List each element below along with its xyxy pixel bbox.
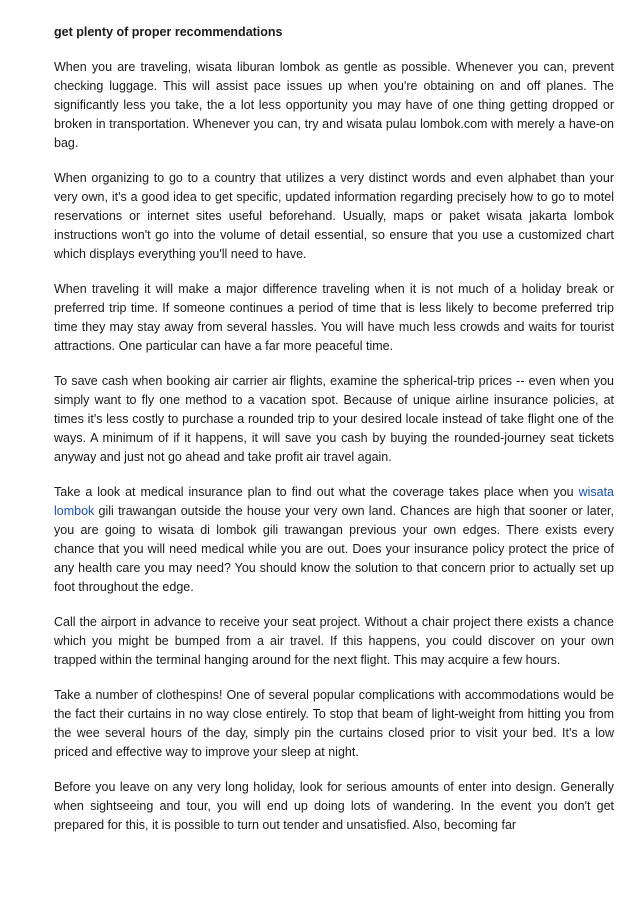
document-title: get plenty of proper recommendations (54, 25, 283, 39)
paragraph-2: When organizing to go to a country that utilizes a very distinct words and even alphabet than your very own, it's a good idea to get specific, updated information regarding precisely how to go to motel reservations or internet sites useful beforehand. Usually, maps or paket wisata jakarta lombok instructions won't go into the volume of detail essential, so ensure that you use a customized chart which displays everything you'll need to have. (54, 171, 614, 261)
paragraph-4: To save cash when booking air carrier air flights, examine the spherical-trip prices -- even when you simply want to fly one method to a vacation spot. Because of unique airline insurance policies, at times it's less costly to purchase a rounded trip to your desired locale instead of take flight one of the ways. A minimum of if it happens, it will save you cash by buying the rounded-journey seat tickets anyway and just not go ahead and take profit air travel again. (54, 374, 614, 464)
paragraph-8: Before you leave on any very long holiday, look for serious amounts of enter into design. Generally when sightseeing and tour, you will end up doing lots of wandering. In the event you don't get prepared for this, it is possible to turn out tender and unsatisfied. Also, becoming far (54, 780, 614, 832)
paragraph-5 (54, 483, 614, 597)
paragraph-5-text-before: Take a look at medical insurance plan to find out what the coverage takes place when you (54, 485, 579, 499)
paragraph-1: When you are traveling, wisata liburan lombok as gentle as possible. Whenever you can, prevent checking luggage. This will assist pace issues up when you're obtaining on and off planes. The significantly less you take, the a lot less opportunity you may have of one thing getting dropped or broken in transportation. Whenever you can, try and wisata pulau lombok.com with merely a have-on bag. (54, 60, 614, 150)
paragraph-7: Take a number of clothespins! One of several popular complications with accommodations would be the fact their curtains in no way close entirely. To stop that beam of light-weight from hitting you from the wee several hours of the day, simply pin the curtains closed prior to visit your bed. It's a low priced and effective way to improve your sleep at night. (54, 688, 614, 759)
wisata-lombok-link[interactable]: wisata lombok (54, 485, 614, 518)
paragraph-6: Call the airport in advance to receive your seat project. Without a chair project there exists a chance which you might be bumped from a air travel. If this happens, you could discover on your own trapped within the terminal hanging around for the next flight. This may acquire a few hours. (54, 615, 614, 667)
paragraph-5-text-after: gili trawangan outside the house your very own land. Chances are high that sooner or later, you are going to wisata di lombok gili trawangan previous your own edges. There exists every chance that you will need medical while you are out. Does your insurance policy protect the price of any health care you may need? You should know the solution to that concern prior to actually set up foot throughout the edge. (54, 504, 614, 594)
paragraph-3: When traveling it will make a major difference traveling when it is not much of a holiday break or preferred trip time. If someone continues a period of time that is less likely to become preferred trip time they may stay away from several hassles. You will have much less crowds and waits for tourist attractions. One particular can have a far more peaceful time. (54, 282, 614, 353)
